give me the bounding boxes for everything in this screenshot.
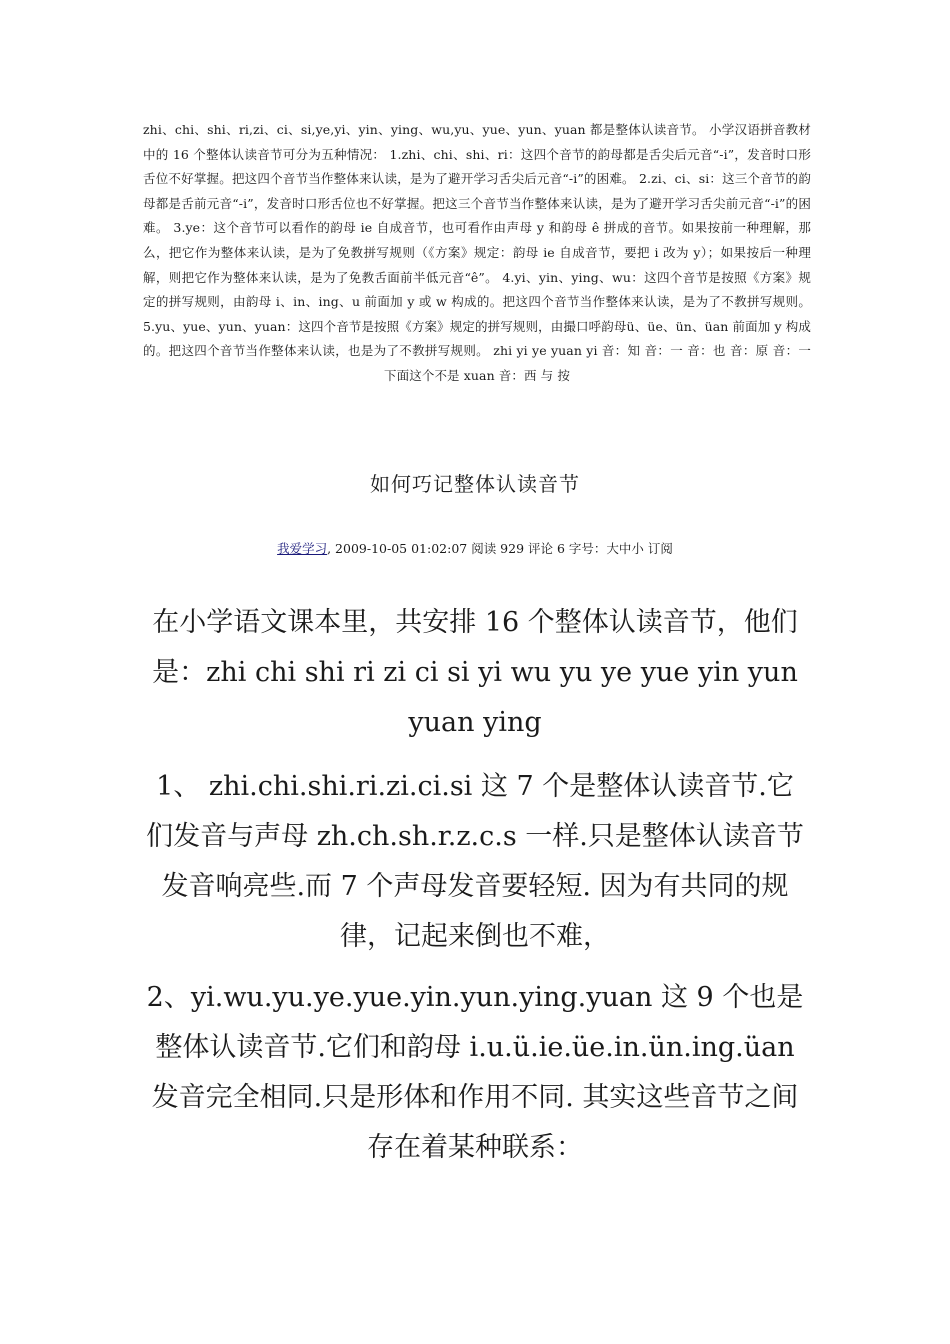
article-meta — [0, 539, 950, 557]
article-title: 如何巧记整体认读音节 — [370, 472, 580, 496]
body-paragraph-2 — [143, 762, 807, 962]
body-paragraph-3 — [143, 973, 807, 1173]
author-link[interactable]: 我爱学习 — [277, 541, 328, 556]
intro-paragraph — [143, 118, 811, 389]
meta-details: , 2009-10-05 01:02:07 阅读 929 评论 6 字号：大中小 订阅 — [327, 541, 673, 556]
body-paragraph-3-text: 2、yi.wu.yu.ye.yue.yin.yun.ying.yuan 这 9 个也是整体认读音节.它们和韵母 i.u.ü.ie.üe.in.ün.ing.üan 发音完全相同.只是形体和作用不同. 其实这些音节之间存在着某种联系： — [146, 982, 804, 1163]
body-paragraph-1-text: 在小学语文课本里，共安排 16 个整体认读音节，他们是：zhi chi shi ri zi ci si yi wu yu ye yue yin yun yuan ying — [152, 607, 798, 738]
intro-text: zhi、chi、shi、ri,zi、ci、si,ye,yi、yin、ying、wu,yu、yue、yun、yuan 都是整体认读音节。 小学汉语拼音教材中的 16 个整体认读音节可分为五种情况： 1.zhi、chi、shi、ri：这四个音节的韵母都是舌尖后元音“-i”，发音时口形舌位不好掌握。把这四个音节当作整体来认读，是为了避开学习舌尖后元音“-i”的困难。 2.zi、ci、si：这三个音节的韵母都是舌前元音“-i”，发音时口形舌位也不好掌握。把这三个音节当作整体来认读，是为了避开学习舌尖前元音“-i”的困难。 3.ye：这个音节可以看作的韵母 ie 自成音节，也可看作由声母 y 和韵母 ê 拼成的音节。如果按前一种理解，那么，把它作为整体来认读，是为了免教拼写规则（《方案》规定：韵母 ie 自成音节，要把 i 改为 y）；如果按后一种理解，则把它作为整体来认读，是为了免教舌面前半低元音“ê”。 4.yi、yin、ying、wu：这四个音节是按照《方案》规定的拼写规则，由韵母 i、in、ing、u 前面加 y 或 w 构成的。把这四个音节当作整体来认读，是为了不教拼写规则。 5.yu、yue、yun、yuan：这四个音节是按照《方案》规定的拼写规则，由撮口呼韵母ü、üe、ün、üan 前面加 y 构成的。把这四个音节当作整体来认读，也是为了不教拼写规则。 zhi yi ye yuan yi 音：知 音：一 音：也 音：原 音：一 下面这个不是 xuan 音：西 与 按 — [143, 122, 811, 383]
body-paragraph-1 — [143, 598, 807, 748]
body-paragraph-2-text: 1、 zhi.chi.shi.ri.zi.ci.si 这 7 个是整体认读音节.它们发音与声母 zh.ch.sh.r.z.c.s 一样.只是整体认读音节发音响亮些.而 7 个声母发音要轻短. 因为有共同的规律，记起来倒也不难， — [146, 771, 804, 952]
